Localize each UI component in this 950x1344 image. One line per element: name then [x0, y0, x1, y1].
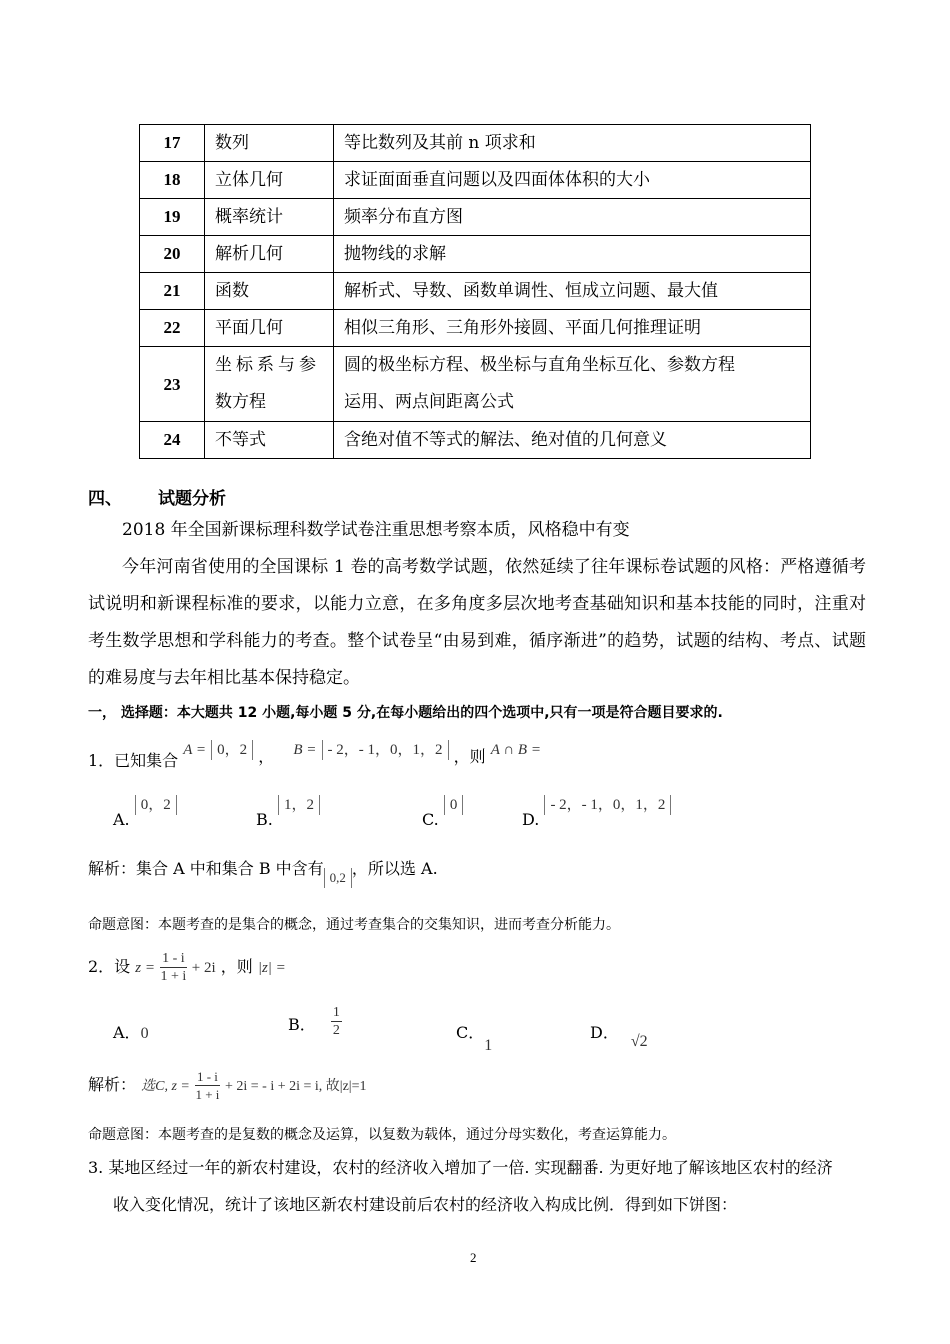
row-number: 18: [140, 162, 205, 199]
q1-then: ，则: [453, 747, 486, 766]
fraction-denominator: 1 + i: [160, 969, 187, 984]
row-number: 23: [140, 347, 205, 422]
section-paragraph: 今年河南省使用的全国课标 1 卷的高考数学试题，依然延续了往年课标卷试题的风格：严格遵循考试说明和新课程标准的要求，以能力立意，在多角度多层次地考查基础知识和基本技能的同时，注重对考生数学思想和学科能力的考查。整个试卷呈“由易到难，循序渐进”的趋势，试题的结构、考点、试题的难易度与去年相比基本保持稳定。: [88, 557, 866, 688]
row-number: 21: [140, 273, 205, 310]
row-number: 22: [140, 310, 205, 347]
section-subtitle: 2018 年全国新课标理科数学试卷注重思想考察本质，风格稳中有变: [122, 520, 630, 540]
q2-z-eq: z =: [135, 960, 155, 976]
row-number: 24: [140, 422, 205, 459]
q1-set-a-name: A =: [183, 742, 207, 758]
q1-analysis: [88, 856, 438, 885]
q1-set-b-name: B =: [293, 742, 317, 758]
q2-intent: 命题意图：本题考查的是复数的概念及运算，以复数为载体，通过分母实数化，考查运算能力。: [88, 1127, 676, 1143]
analysis-pre: 选C, z =: [141, 1079, 190, 1094]
question-1-stem: [88, 736, 541, 770]
table-row: [140, 236, 811, 273]
option-fraction: [331, 1004, 342, 1039]
q1-set-a: 0，2: [211, 740, 253, 760]
q2-abs: |z| =: [257, 960, 286, 976]
analysis-post: + 2i = - i + 2i = i, 故|z|=1: [224, 1079, 367, 1094]
option-value: 1，2: [278, 795, 320, 815]
row-subject: 立体几何: [205, 162, 334, 199]
q2-option-a: [113, 1020, 149, 1043]
question-3-line2: 收入变化情况，统计了该地区新农村建设前后农村的经济收入构成比例．得到如下饼图：: [113, 1195, 738, 1214]
q2-analysis: [88, 1068, 367, 1103]
q1-option-c: [422, 794, 463, 829]
row-content: [334, 347, 811, 422]
section-number: 四、: [88, 489, 122, 509]
row-content: 抛物线的求解: [334, 236, 811, 273]
row-subject: 概率统计: [205, 199, 334, 236]
q2-then: ，则: [220, 957, 253, 976]
table-row: [140, 273, 811, 310]
q2-option-c: [456, 1020, 493, 1054]
q1-prefix: 1．已知集合: [88, 751, 179, 770]
row-subject: [205, 347, 334, 422]
q1-intent: 命题意图：本题考查的是集合的概念，通过考查集合的交集知识，进而考查分析能力。: [88, 917, 620, 933]
option-value: 0，2: [135, 795, 177, 815]
row-subject: 不等式: [205, 422, 334, 459]
q2-prefix: 2．设: [88, 957, 131, 976]
row-content: 解析式、导数、函数单调性、恒成立问题、最大值: [334, 273, 811, 310]
q2-option-d: [590, 1020, 648, 1050]
q1-option-d: [522, 794, 671, 829]
fraction-denominator: 2: [332, 1023, 340, 1038]
row-number: 17: [140, 125, 205, 162]
section-title: 试题分析: [158, 489, 226, 509]
q1-expr: A ∩ B =: [490, 742, 541, 758]
fraction-numerator: 1: [332, 1005, 340, 1020]
q1-sep: ，: [258, 747, 275, 766]
option-value: √2: [630, 1033, 648, 1050]
option-label: C．: [456, 1023, 485, 1042]
row-content: 求证面面垂直问题以及四面体体积的大小: [334, 162, 811, 199]
q2-option-b: [288, 1004, 342, 1039]
row-content: 等比数列及其前 n 项求和: [334, 125, 811, 162]
table-row: [140, 162, 811, 199]
option-label: B．: [288, 1015, 316, 1034]
fraction-numerator: 1 - i: [162, 951, 185, 966]
option-label: A.: [113, 810, 130, 829]
row-subject: 函数: [205, 273, 334, 310]
row-number: 20: [140, 236, 205, 273]
table-row: [140, 422, 811, 459]
row-subject-line2: 数方程: [215, 392, 266, 412]
option-value: 0: [140, 1025, 149, 1042]
table-row: [140, 347, 811, 422]
page-number: 2: [470, 1250, 477, 1265]
row-content-line1: 圆的极坐标方程、极坐标与直角坐标互化、参数方程: [344, 355, 735, 375]
analysis-fraction: [195, 1068, 220, 1103]
row-number: 19: [140, 199, 205, 236]
table-row: [140, 310, 811, 347]
row-content: 相似三角形、三角形外接圆、平面几何推理证明: [334, 310, 811, 347]
analysis-set: 0,2: [324, 868, 352, 888]
row-content-line2: 运用、两点间距离公式: [344, 392, 514, 412]
q2-fraction: [160, 950, 187, 985]
q1-set-b: - 2，- 1，0，1，2: [322, 740, 449, 760]
row-subject: 解析几何: [205, 236, 334, 273]
row-subject-line1: 坐标系与参: [215, 355, 320, 375]
analysis-suffix: ，所以选 A.: [351, 859, 438, 878]
row-content: 含绝对值不等式的解法、绝对值的几何意义: [334, 422, 811, 459]
section-heading: [88, 484, 226, 509]
fraction-numerator: 1 - i: [196, 1069, 218, 1084]
q2-plus: + 2i: [191, 960, 216, 976]
analysis-prefix: 解析：集合 A 中和集合 B 中含有: [88, 859, 324, 878]
option-value: 1: [484, 1037, 493, 1054]
row-content: 频率分布直方图: [334, 199, 811, 236]
option-value: 0: [444, 795, 464, 815]
fraction-denominator: 1 + i: [195, 1087, 220, 1102]
option-label: B.: [256, 810, 273, 829]
table-row: [140, 199, 811, 236]
part-heading: 一， 选择题：本大题共 12 小题,每小题 5 分,在每小题给出的四个选项中,只有一项是符合题目要求的.: [88, 705, 723, 721]
analysis-prefix: 解析：: [88, 1075, 137, 1094]
question-3-line1: 3. 某地区经过一年的新农村建设，农村的经济收入增加了一倍. 实现翻番. 为更好地了解该地区农村的经济: [88, 1158, 833, 1177]
question-2-stem: [88, 950, 286, 985]
option-label: A．: [113, 1023, 141, 1042]
option-value: - 2，- 1，0，1，2: [544, 795, 671, 815]
option-label: C.: [422, 810, 439, 829]
table-row: [140, 125, 811, 162]
option-label: D．: [590, 1023, 619, 1042]
row-subject: 数列: [205, 125, 334, 162]
q1-option-b: [256, 794, 320, 829]
topics-table: [139, 124, 811, 459]
option-label: D.: [522, 810, 540, 829]
row-subject: 平面几何: [205, 310, 334, 347]
q1-option-a: [113, 794, 177, 829]
